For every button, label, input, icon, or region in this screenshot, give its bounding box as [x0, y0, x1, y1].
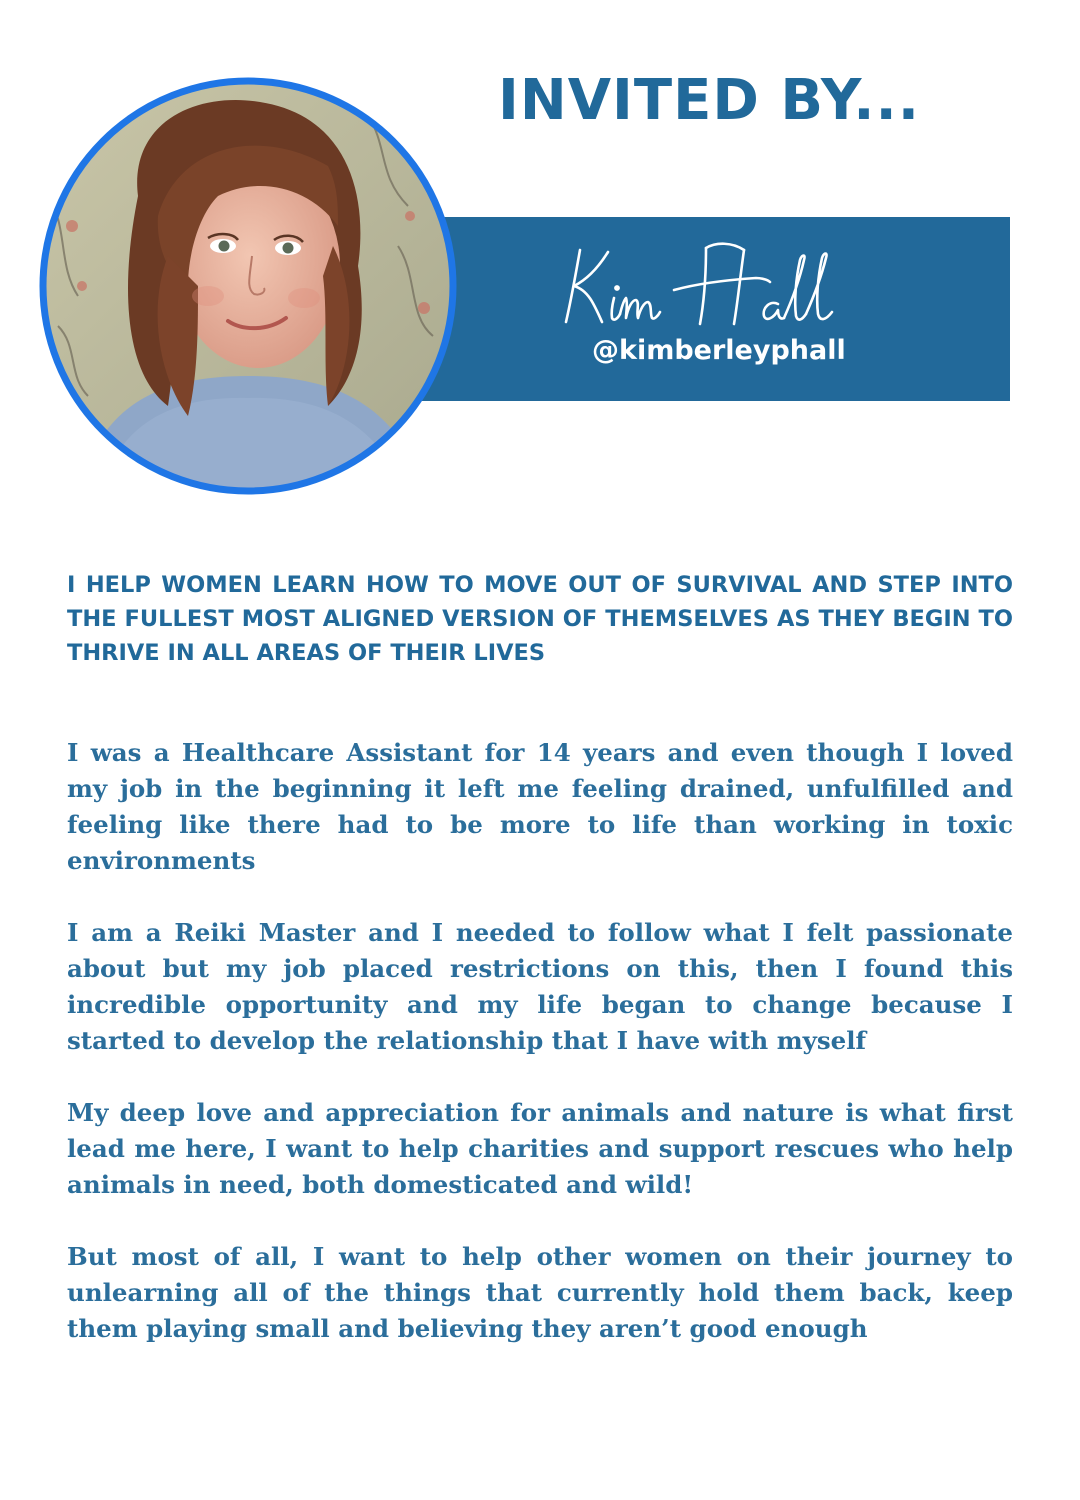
profile-photo: [38, 76, 458, 496]
page-title: INVITED BY...: [498, 68, 921, 133]
bio-paragraph: I am a Reiki Master and I needed to follow what I felt passionate about but my job placed restrictions on this, then I found this incredible opportunity and my life began to change because I started to develop the relationship that I have with myself: [67, 918, 1013, 1055]
bio-paragraph: But most of all, I want to help other women on their journey to unlearning all of the things that currently hold them back, keep them playing small and believing they aren’t good enough: [67, 1242, 1013, 1343]
bio-paragraph: My deep love and appreciation for animals and nature is what first lead me here, I want to help charities and support rescues who help animals in need, both domesticated and wild!: [67, 1098, 1013, 1199]
social-handle: @kimberleyphall: [592, 335, 846, 366]
signature-kim-hall: [556, 238, 856, 330]
bio: [67, 735, 1013, 1383]
bio-paragraph: I was a Healthcare Assistant for 14 years and even though I loved my job in the beginning it left me feeling drained, unfulfilled and feeling like there had to be more to life than working in toxic environments: [67, 738, 1013, 875]
tagline: I HELP WOMEN LEARN HOW TO MOVE OUT OF SURVIVAL AND STEP INTO THE FULLEST MOST ALIGNED VERSION OF THEMSELVES AS THEY BEGIN TO THRIVE IN ALL AREAS OF THEIR LIVES: [67, 572, 1013, 666]
